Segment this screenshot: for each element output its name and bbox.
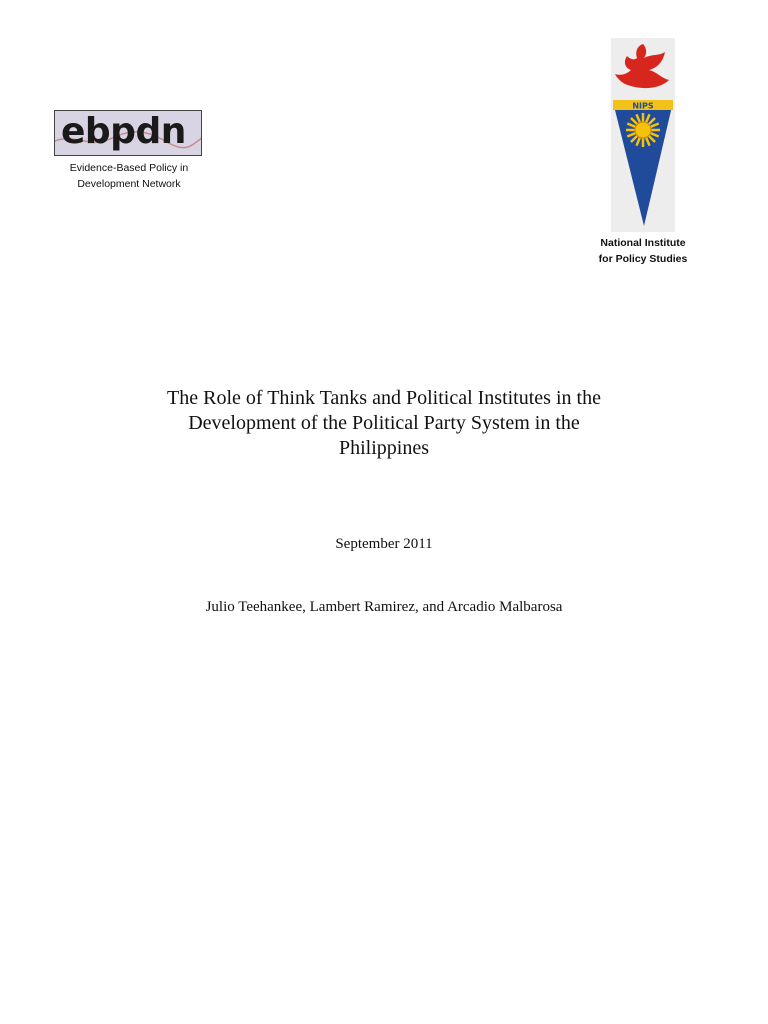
document-authors: Julio Teehankee, Lambert Ramirez, and Arcadio Malbarosa: [205, 599, 563, 615]
ebpdn-caption: [54, 160, 204, 192]
nips-emblem: [611, 38, 675, 232]
ebpdn-caption-line1: Evidence-Based Policy in: [69, 162, 189, 174]
nips-wordmark: NIPS: [632, 101, 654, 111]
ebpdn-caption-line2: Development Network: [77, 178, 181, 190]
document-title-line3: Philippines: [338, 437, 429, 459]
sun-icon: [626, 113, 660, 147]
nips-caption-line2: for Policy Studies: [598, 253, 688, 265]
document-title: [84, 386, 684, 461]
nips-logo: [611, 38, 675, 232]
ebpdn-logo-block: [54, 110, 204, 192]
ebpdn-logo: [54, 110, 202, 156]
document-title-line2: Development of the Political Party System in the: [188, 412, 580, 434]
document-title-line1: The Role of Think Tanks and Political Institutes in the: [167, 387, 601, 409]
ebpdn-wordmark: ebpdn: [61, 111, 186, 152]
nips-caption: [592, 235, 694, 267]
sun-core: [635, 122, 651, 138]
document-date: September 2011: [335, 536, 433, 552]
nips-caption-line1: National Institute: [600, 237, 686, 249]
